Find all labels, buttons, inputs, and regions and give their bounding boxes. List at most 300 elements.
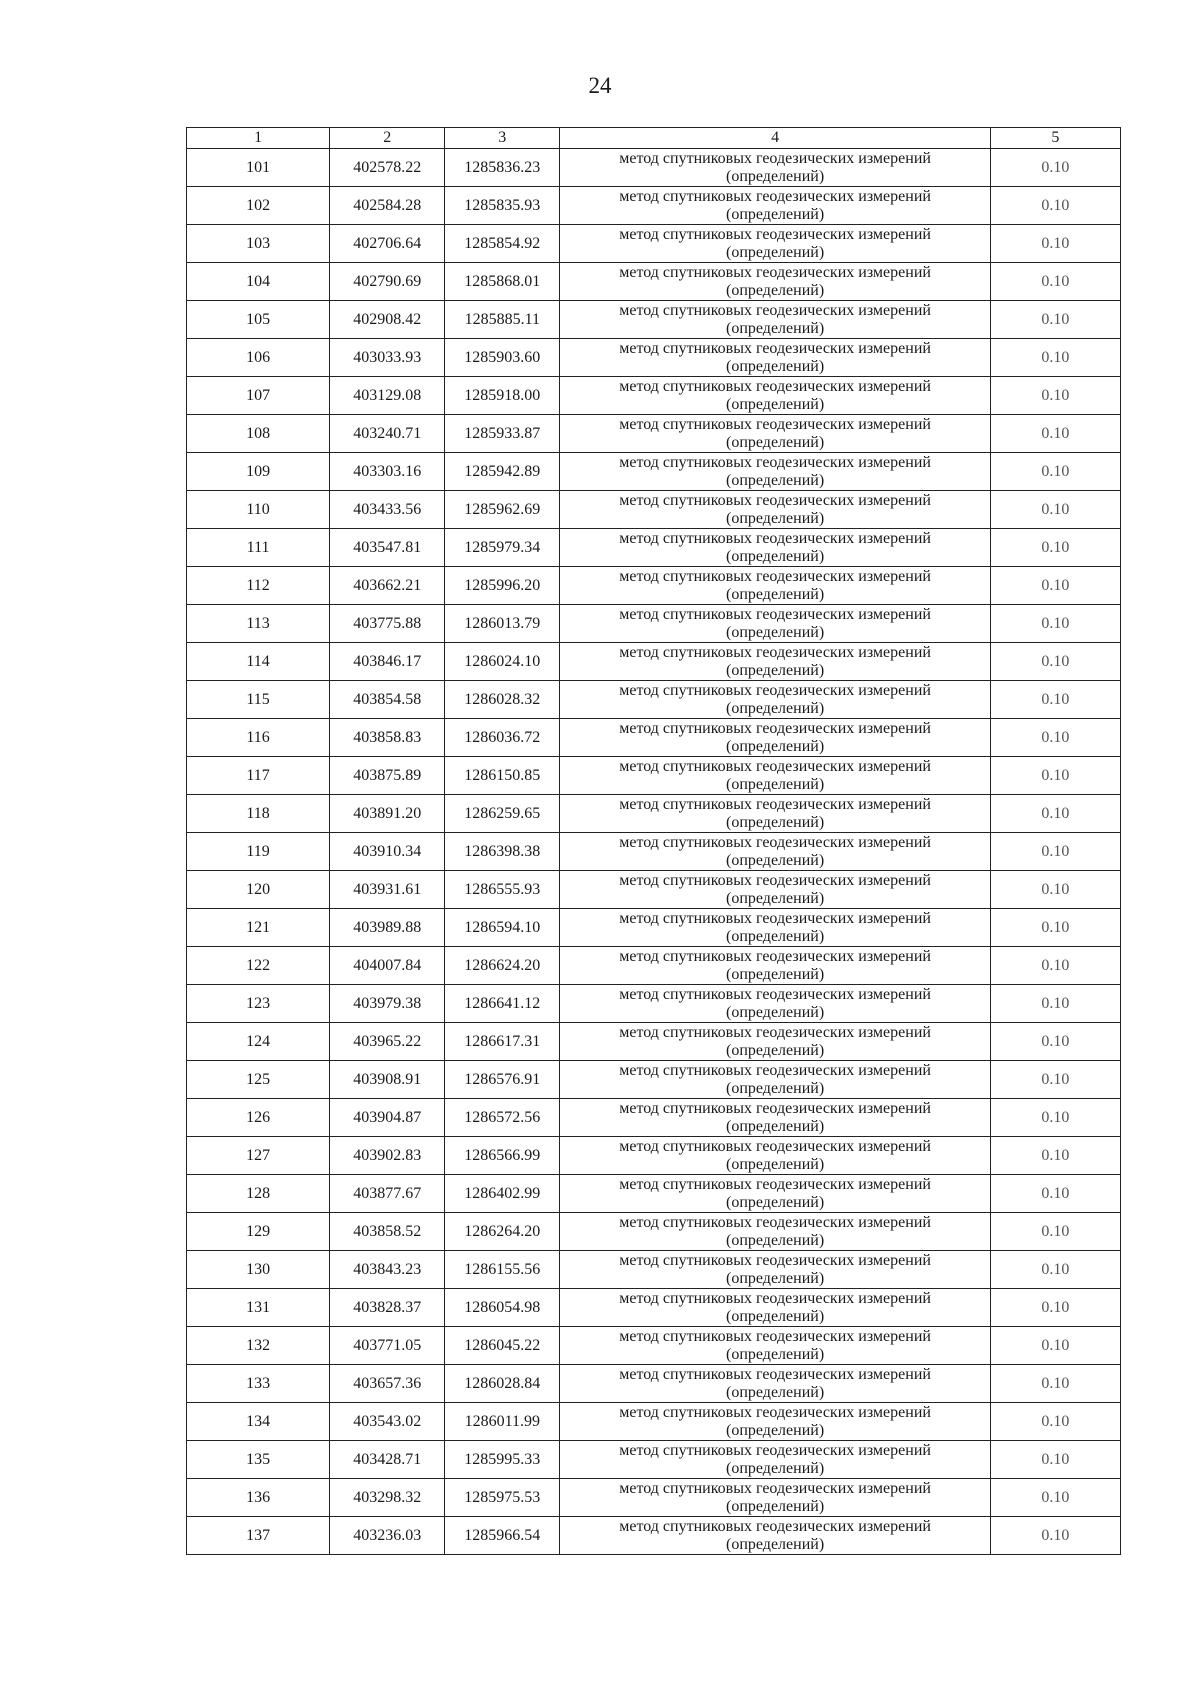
accuracy-cell: 0.10 [990,1441,1120,1479]
method-line-2: (определений) [726,433,825,451]
y-coordinate-cell: 1286398.38 [445,833,560,871]
x-coordinate-cell: 403303.16 [330,453,445,491]
table-row [187,453,1121,491]
method-line-2: (определений) [726,775,825,793]
accuracy-cell: 0.10 [990,757,1120,795]
y-coordinate-cell: 1286641.12 [445,985,560,1023]
y-coordinate-cell: 1285996.20 [445,567,560,605]
accuracy-cell: 0.10 [990,567,1120,605]
method-cell [560,453,990,491]
method-line-1: метод спутниковых геодезических измерений [619,1175,931,1193]
method-line-1: метод спутниковых геодезических измерений [619,757,931,775]
table-row [187,149,1121,187]
point-number-cell: 103 [187,225,330,263]
point-number-cell: 109 [187,453,330,491]
table-row [187,1251,1121,1289]
method-line-2: (определений) [726,737,825,755]
table-header-row [187,128,1121,149]
y-coordinate-cell: 1286036.72 [445,719,560,757]
table-row [187,1099,1121,1137]
x-coordinate-cell: 403904.87 [330,1099,445,1137]
x-coordinate-cell: 403902.83 [330,1137,445,1175]
y-coordinate-cell: 1285918.00 [445,377,560,415]
x-coordinate-cell: 403858.52 [330,1213,445,1251]
accuracy-cell: 0.10 [990,339,1120,377]
accuracy-cell: 0.10 [990,377,1120,415]
accuracy-cell: 0.10 [990,225,1120,263]
point-number-cell: 132 [187,1327,330,1365]
point-number-cell: 135 [187,1441,330,1479]
method-cell [560,491,990,529]
x-coordinate-cell: 403129.08 [330,377,445,415]
column-header-5: 5 [990,128,1120,149]
method-line-2: (определений) [726,927,825,945]
method-cell [560,757,990,795]
y-coordinate-cell: 1285854.92 [445,225,560,263]
method-cell [560,1327,990,1365]
accuracy-cell: 0.10 [990,415,1120,453]
accuracy-cell: 0.10 [990,1023,1120,1061]
method-line-1: метод спутниковых геодезических измерений [619,681,931,699]
y-coordinate-cell: 1286011.99 [445,1403,560,1441]
table-row [187,719,1121,757]
y-coordinate-cell: 1285903.60 [445,339,560,377]
method-cell [560,187,990,225]
method-line-1: метод спутниковых геодезических измерений [619,605,931,623]
table-row [187,605,1121,643]
method-cell [560,985,990,1023]
point-number-cell: 123 [187,985,330,1023]
method-line-2: (определений) [726,1079,825,1097]
x-coordinate-cell: 403931.61 [330,871,445,909]
method-line-1: метод спутниковых геодезических измерений [619,491,931,509]
x-coordinate-cell: 402584.28 [330,187,445,225]
method-line-1: метод спутниковых геодезических измерений [619,1213,931,1231]
table-row [187,909,1121,947]
method-line-2: (определений) [726,509,825,527]
method-line-1: метод спутниковых геодезических измерений [619,301,931,319]
table-row [187,1517,1121,1555]
table-row [187,1175,1121,1213]
method-cell [560,529,990,567]
method-line-2: (определений) [726,889,825,907]
method-line-1: метод спутниковых геодезических измерений [619,339,931,357]
x-coordinate-cell: 403428.71 [330,1441,445,1479]
method-line-2: (определений) [726,1421,825,1439]
method-line-1: метод спутниковых геодезических измерений [619,643,931,661]
accuracy-cell: 0.10 [990,301,1120,339]
point-number-cell: 112 [187,567,330,605]
x-coordinate-cell: 402578.22 [330,149,445,187]
method-line-2: (определений) [726,1459,825,1477]
page-number: 24 [588,73,612,98]
method-cell [560,1517,990,1555]
method-line-2: (определений) [726,395,825,413]
x-coordinate-cell: 403910.34 [330,833,445,871]
x-coordinate-cell: 402790.69 [330,263,445,301]
table-row [187,491,1121,529]
table-row [187,1441,1121,1479]
method-cell [560,225,990,263]
point-number-cell: 128 [187,1175,330,1213]
table-row [187,339,1121,377]
column-header-3: 3 [445,128,560,149]
method-line-1: метод спутниковых геодезических измерений [619,377,931,395]
x-coordinate-cell: 403965.22 [330,1023,445,1061]
table-row [187,1023,1121,1061]
method-cell [560,415,990,453]
point-number-cell: 136 [187,1479,330,1517]
x-coordinate-cell: 403033.93 [330,339,445,377]
table-row [187,225,1121,263]
accuracy-cell: 0.10 [990,1365,1120,1403]
method-line-1: метод спутниковых геодезических измерений [619,149,931,167]
y-coordinate-cell: 1285885.11 [445,301,560,339]
method-cell [560,301,990,339]
accuracy-cell: 0.10 [990,833,1120,871]
accuracy-cell: 0.10 [990,1061,1120,1099]
method-line-1: метод спутниковых геодезических измерений [619,947,931,965]
table-row [187,567,1121,605]
point-number-cell: 122 [187,947,330,985]
accuracy-cell: 0.10 [990,187,1120,225]
method-cell [560,1213,990,1251]
point-number-cell: 133 [187,1365,330,1403]
method-line-2: (определений) [726,1003,825,1021]
method-cell [560,1061,990,1099]
method-cell [560,1289,990,1327]
method-cell [560,643,990,681]
accuracy-cell: 0.10 [990,605,1120,643]
method-line-1: метод спутниковых геодезических измерений [619,1023,931,1041]
coordinates-table [186,127,1121,1555]
y-coordinate-cell: 1286572.56 [445,1099,560,1137]
point-number-cell: 126 [187,1099,330,1137]
x-coordinate-cell: 403846.17 [330,643,445,681]
table-row [187,1061,1121,1099]
point-number-cell: 124 [187,1023,330,1061]
method-line-2: (определений) [726,167,825,185]
method-line-2: (определений) [726,1231,825,1249]
point-number-cell: 111 [187,529,330,567]
table-row [187,833,1121,871]
method-line-1: метод спутниковых геодезических измерений [619,1099,931,1117]
y-coordinate-cell: 1285995.33 [445,1441,560,1479]
x-coordinate-cell: 403877.67 [330,1175,445,1213]
method-line-1: метод спутниковых геодезических измерений [619,225,931,243]
method-line-2: (определений) [726,813,825,831]
accuracy-cell: 0.10 [990,909,1120,947]
method-line-2: (определений) [726,281,825,299]
point-number-cell: 130 [187,1251,330,1289]
method-line-1: метод спутниковых геодезических измерений [619,1289,931,1307]
x-coordinate-cell: 403858.83 [330,719,445,757]
x-coordinate-cell: 403240.71 [330,415,445,453]
y-coordinate-cell: 1286402.99 [445,1175,560,1213]
x-coordinate-cell: 403775.88 [330,605,445,643]
method-line-1: метод спутниковых геодезических измерений [619,1479,931,1497]
y-coordinate-cell: 1285966.54 [445,1517,560,1555]
y-coordinate-cell: 1286155.56 [445,1251,560,1289]
method-line-2: (определений) [726,319,825,337]
point-number-cell: 113 [187,605,330,643]
table-row [187,1327,1121,1365]
method-line-1: метод спутниковых геодезических измерений [619,719,931,737]
point-number-cell: 119 [187,833,330,871]
method-line-2: (определений) [726,1345,825,1363]
point-number-cell: 105 [187,301,330,339]
table-row [187,1213,1121,1251]
method-cell [560,149,990,187]
point-number-cell: 104 [187,263,330,301]
method-line-2: (определений) [726,851,825,869]
method-line-1: метод спутниковых геодезических измерений [619,1061,931,1079]
point-number-cell: 107 [187,377,330,415]
method-line-2: (определений) [726,1535,825,1553]
method-line-2: (определений) [726,1117,825,1135]
accuracy-cell: 0.10 [990,1213,1120,1251]
x-coordinate-cell: 403843.23 [330,1251,445,1289]
point-number-cell: 102 [187,187,330,225]
method-line-1: метод спутниковых геодезических измерений [619,1365,931,1383]
point-number-cell: 137 [187,1517,330,1555]
point-number-cell: 131 [187,1289,330,1327]
y-coordinate-cell: 1286617.31 [445,1023,560,1061]
table-row [187,263,1121,301]
y-coordinate-cell: 1285979.34 [445,529,560,567]
accuracy-cell: 0.10 [990,1289,1120,1327]
y-coordinate-cell: 1286264.20 [445,1213,560,1251]
method-line-1: метод спутниковых геодезических измерений [619,833,931,851]
table-row [187,529,1121,567]
method-line-1: метод спутниковых геодезических измерений [619,1137,931,1155]
accuracy-cell: 0.10 [990,1327,1120,1365]
accuracy-cell: 0.10 [990,1251,1120,1289]
x-coordinate-cell: 403662.21 [330,567,445,605]
x-coordinate-cell: 403657.36 [330,1365,445,1403]
method-cell [560,1137,990,1175]
x-coordinate-cell: 403908.91 [330,1061,445,1099]
table-row [187,1479,1121,1517]
method-line-1: метод спутниковых геодезических измерений [619,871,931,889]
method-cell [560,263,990,301]
accuracy-cell: 0.10 [990,947,1120,985]
method-line-2: (определений) [726,1041,825,1059]
x-coordinate-cell: 403543.02 [330,1403,445,1441]
method-line-1: метод спутниковых геодезических измерений [619,1441,931,1459]
x-coordinate-cell: 402706.64 [330,225,445,263]
x-coordinate-cell: 403547.81 [330,529,445,567]
table-row [187,795,1121,833]
y-coordinate-cell: 1286028.84 [445,1365,560,1403]
method-line-1: метод спутниковых геодезических измерений [619,1517,931,1535]
method-cell [560,719,990,757]
method-line-2: (определений) [726,243,825,261]
point-number-cell: 120 [187,871,330,909]
y-coordinate-cell: 1285868.01 [445,263,560,301]
table-row [187,947,1121,985]
table-row [187,681,1121,719]
method-line-2: (определений) [726,1497,825,1515]
y-coordinate-cell: 1286555.93 [445,871,560,909]
method-line-1: метод спутниковых геодезических измерений [619,415,931,433]
point-number-cell: 108 [187,415,330,453]
accuracy-cell: 0.10 [990,491,1120,529]
method-line-2: (определений) [726,205,825,223]
method-line-2: (определений) [726,1193,825,1211]
method-line-2: (определений) [726,1307,825,1325]
table-row [187,1365,1121,1403]
column-header-1: 1 [187,128,330,149]
accuracy-cell: 0.10 [990,149,1120,187]
y-coordinate-cell: 1286045.22 [445,1327,560,1365]
accuracy-cell: 0.10 [990,871,1120,909]
y-coordinate-cell: 1286594.10 [445,909,560,947]
method-cell [560,377,990,415]
accuracy-cell: 0.10 [990,681,1120,719]
table-row [187,377,1121,415]
accuracy-cell: 0.10 [990,795,1120,833]
method-line-1: метод спутниковых геодезических измерений [619,1403,931,1421]
y-coordinate-cell: 1286566.99 [445,1137,560,1175]
point-number-cell: 101 [187,149,330,187]
y-coordinate-cell: 1286576.91 [445,1061,560,1099]
point-number-cell: 125 [187,1061,330,1099]
point-number-cell: 106 [187,339,330,377]
y-coordinate-cell: 1285933.87 [445,415,560,453]
point-number-cell: 116 [187,719,330,757]
x-coordinate-cell: 403875.89 [330,757,445,795]
method-cell [560,1099,990,1137]
method-cell [560,947,990,985]
method-cell [560,795,990,833]
x-coordinate-cell: 403298.32 [330,1479,445,1517]
method-line-1: метод спутниковых геодезических измерений [619,1327,931,1345]
point-number-cell: 117 [187,757,330,795]
point-number-cell: 118 [187,795,330,833]
method-cell [560,1479,990,1517]
accuracy-cell: 0.10 [990,1137,1120,1175]
method-line-1: метод спутниковых геодезических измерений [619,1251,931,1269]
method-line-2: (определений) [726,357,825,375]
y-coordinate-cell: 1285836.23 [445,149,560,187]
y-coordinate-cell: 1285835.93 [445,187,560,225]
point-number-cell: 129 [187,1213,330,1251]
point-number-cell: 110 [187,491,330,529]
x-coordinate-cell: 403979.38 [330,985,445,1023]
accuracy-cell: 0.10 [990,1517,1120,1555]
method-line-1: метод спутниковых геодезических измерений [619,909,931,927]
method-line-1: метод спутниковых геодезических измерений [619,263,931,281]
x-coordinate-cell: 403771.05 [330,1327,445,1365]
point-number-cell: 127 [187,1137,330,1175]
table-row [187,643,1121,681]
method-line-1: метод спутниковых геодезических измерений [619,567,931,585]
method-cell [560,339,990,377]
table-row [187,757,1121,795]
method-line-1: метод спутниковых геодезических измерений [619,795,931,813]
method-cell [560,909,990,947]
point-number-cell: 134 [187,1403,330,1441]
method-cell [560,833,990,871]
method-cell [560,871,990,909]
y-coordinate-cell: 1286024.10 [445,643,560,681]
table-row [187,871,1121,909]
y-coordinate-cell: 1285975.53 [445,1479,560,1517]
table-row [187,187,1121,225]
method-line-1: метод спутниковых геодезических измерений [619,453,931,471]
y-coordinate-cell: 1286150.85 [445,757,560,795]
method-line-2: (определений) [726,471,825,489]
y-coordinate-cell: 1285942.89 [445,453,560,491]
y-coordinate-cell: 1285962.69 [445,491,560,529]
method-line-2: (определений) [726,1155,825,1173]
method-cell [560,605,990,643]
x-coordinate-cell: 403236.03 [330,1517,445,1555]
method-line-2: (определений) [726,661,825,679]
table-row [187,985,1121,1023]
method-cell [560,681,990,719]
accuracy-cell: 0.10 [990,1099,1120,1137]
table-row [187,1137,1121,1175]
table-row [187,1403,1121,1441]
y-coordinate-cell: 1286624.20 [445,947,560,985]
method-line-1: метод спутниковых геодезических измерений [619,187,931,205]
method-line-1: метод спутниковых геодезических измерений [619,529,931,547]
x-coordinate-cell: 403433.56 [330,491,445,529]
method-cell [560,1023,990,1061]
accuracy-cell: 0.10 [990,529,1120,567]
point-number-cell: 115 [187,681,330,719]
accuracy-cell: 0.10 [990,1403,1120,1441]
table-row [187,301,1121,339]
method-cell [560,1251,990,1289]
column-header-4: 4 [560,128,990,149]
point-number-cell: 121 [187,909,330,947]
accuracy-cell: 0.10 [990,263,1120,301]
method-cell [560,567,990,605]
x-coordinate-cell: 402908.42 [330,301,445,339]
method-line-2: (определений) [726,699,825,717]
accuracy-cell: 0.10 [990,453,1120,491]
table-row [187,415,1121,453]
method-line-2: (определений) [726,1383,825,1401]
method-line-2: (определений) [726,547,825,565]
accuracy-cell: 0.10 [990,719,1120,757]
method-line-2: (определений) [726,1269,825,1287]
method-line-2: (определений) [726,965,825,983]
accuracy-cell: 0.10 [990,643,1120,681]
accuracy-cell: 0.10 [990,1479,1120,1517]
x-coordinate-cell: 403989.88 [330,909,445,947]
table-body [187,149,1121,1555]
x-coordinate-cell: 404007.84 [330,947,445,985]
method-cell [560,1175,990,1213]
point-number-cell: 114 [187,643,330,681]
method-cell [560,1365,990,1403]
x-coordinate-cell: 403891.20 [330,795,445,833]
y-coordinate-cell: 1286259.65 [445,795,560,833]
x-coordinate-cell: 403828.37 [330,1289,445,1327]
y-coordinate-cell: 1286028.32 [445,681,560,719]
method-cell [560,1403,990,1441]
method-cell [560,1441,990,1479]
method-line-1: метод спутниковых геодезических измерений [619,985,931,1003]
method-line-2: (определений) [726,623,825,641]
x-coordinate-cell: 403854.58 [330,681,445,719]
accuracy-cell: 0.10 [990,1175,1120,1213]
accuracy-cell: 0.10 [990,985,1120,1023]
